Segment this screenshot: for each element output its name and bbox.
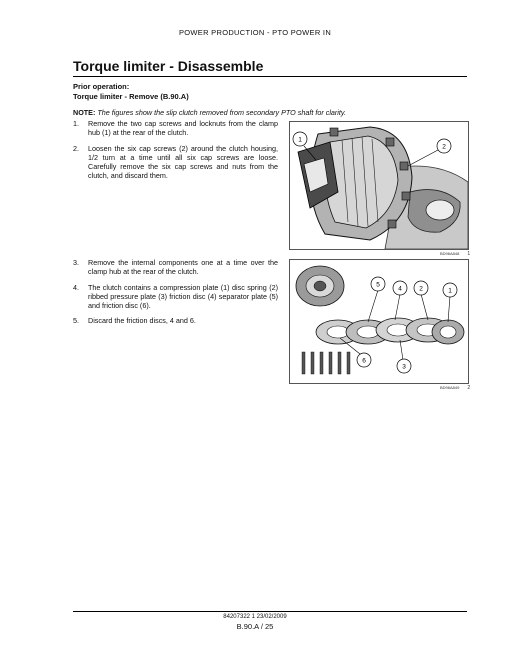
step-item [73,119,278,138]
note [73,108,346,117]
steps-group-2 [73,258,278,332]
step-text: Remove the internal components one at a time over the clamp hub at the rear of the clutch. [88,258,278,277]
step-number: 3. [73,258,79,267]
page-header: POWER PRODUCTION - PTO POWER IN [178,28,332,37]
prior-operation [73,82,189,101]
clutch-housing-illustration [290,122,468,249]
step-item [73,316,278,325]
figure-2-callout: 1 [448,287,452,295]
step-number: 4. [73,282,79,292]
step-item [73,283,278,311]
figure-2-image [289,259,469,384]
figure-2-callout: 5 [376,281,380,289]
figure-2-callout: 4 [398,285,402,293]
figure-1-image [289,121,469,250]
step-text: The clutch contains a compression plate (1) disc spring (2) ribbed pressure plate (3) friction disc (4) separator plate (5) and friction disc (6). [88,282,278,311]
step-text: Discard the friction discs, 4 and 6. [88,316,196,326]
steps-group-1 [73,119,278,187]
footer-divider [73,611,467,612]
footer-page-number: B.90.A / 25 [236,622,274,631]
figure-2-reference [440,385,470,391]
step-item [73,144,278,181]
clutch-components-illustration [290,260,468,383]
figure-1-callout: 1 [298,136,302,144]
step-number: 1. [73,119,79,128]
step-text: Remove the two cap screws and locknuts from the clamp hub (1) at the rear of the clutch. [88,119,278,138]
note-label: NOTE: [73,108,96,117]
figure-2-code: BD96A849 [440,385,460,390]
prior-operation-label: Prior operation: [73,82,130,91]
figure-1-number: 1 [467,251,471,257]
step-number: 5. [73,316,79,326]
page-title: Torque limiter - Disassemble [73,58,264,74]
title-divider [73,76,467,77]
footer-document-id: 84207322 1 23/02/2009 [223,614,287,620]
figure-2-number: 2 [467,385,471,391]
figure-2-callout: 3 [402,363,406,371]
note-text: The figures show the slip clutch removed from secondary PTO shaft for clarity. [97,108,346,117]
figure-1-code: BD96A848 [440,251,460,256]
step-text: Loosen the six cap screws (2) around the clutch housing, 1/2 turn at a time until all six cap screws are loose. Carefully remove the six cap screws and nuts from the clutch, and discard them. [88,143,278,181]
step-item [73,258,278,277]
figure-1-reference [440,251,470,257]
figure-2-callout: 2 [419,285,423,293]
figure-2-callout: 6 [362,357,366,365]
figure-1-callout: 2 [442,143,446,151]
step-number: 2. [73,143,79,153]
prior-operation-link[interactable]: Torque limiter - Remove (B.90.A) [73,91,189,101]
